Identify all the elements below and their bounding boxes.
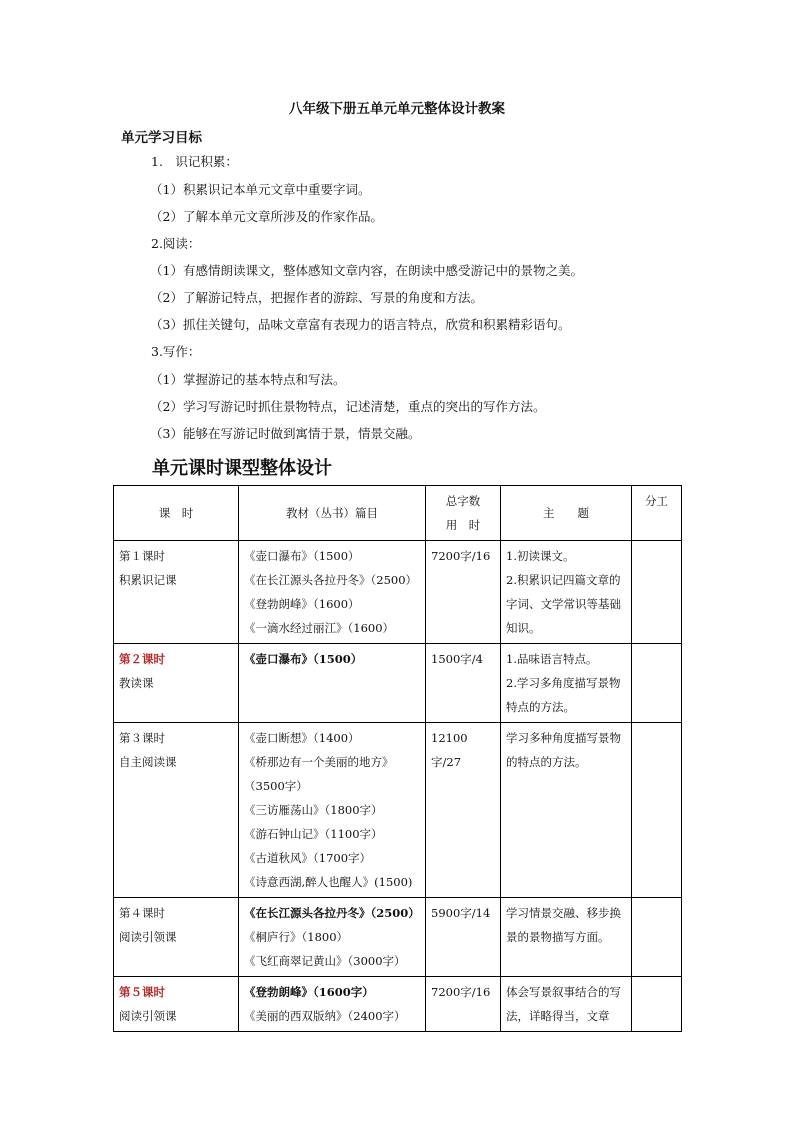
words-cell: 7200字/16	[426, 541, 501, 644]
goal-line: （1）有感情朗读课文，整体感知文章内容，在朗读中感受游记中的景物之美。	[150, 263, 583, 278]
lesson-number: 第３课时	[119, 731, 165, 745]
goal-line: 3.写作：	[151, 344, 201, 359]
text-title: 《壶口瀑布》（1500）	[244, 549, 360, 563]
goal-line: 1. 识记积累：	[151, 154, 238, 169]
lesson-cell	[114, 723, 239, 898]
header-texts: 教材（丛书）篇目	[239, 486, 426, 541]
theme-line: 1.初读课文。	[506, 549, 575, 563]
goals-heading: 单元学习目标	[121, 130, 202, 146]
table-row	[114, 541, 682, 644]
theme-cell	[501, 644, 632, 723]
division-cell	[632, 898, 682, 977]
division-cell	[632, 541, 682, 644]
document-title: 八年级下册五单元单元整体设计教案	[289, 101, 505, 117]
texts-cell	[239, 898, 426, 977]
division-cell	[632, 723, 682, 898]
lesson-type: 教读课	[119, 676, 154, 690]
lesson-number: 第５课时	[119, 985, 165, 999]
lesson-plan-table	[113, 485, 682, 1032]
words-cell: 5900字/14	[426, 898, 501, 977]
text-title: 《登勃朗峰》（1600字）	[244, 985, 374, 999]
header-words-line1: 总字数	[445, 494, 481, 508]
design-heading: 单元课时课型整体设计	[152, 458, 332, 479]
lesson-cell	[114, 898, 239, 977]
theme-line: 1.品味语言特点。	[506, 652, 598, 666]
table-row	[114, 723, 682, 898]
theme-line: 学习多种角度描写景物的特点的方法。	[506, 731, 621, 769]
table-header-row	[114, 486, 682, 541]
lesson-type: 积累识记课	[119, 573, 177, 587]
table-row	[114, 977, 682, 1032]
division-cell	[632, 977, 682, 1032]
lesson-number: 第４课时	[119, 906, 165, 920]
theme-cell	[501, 898, 632, 977]
words-cell: 7200字/16	[426, 977, 501, 1032]
goal-line: （2）了解游记特点，把握作者的游踪、写景的角度和方法。	[150, 290, 483, 305]
text-title: 《在长江源头各拉丹冬》（2500）	[244, 573, 418, 587]
division-cell	[632, 644, 682, 723]
theme-cell	[501, 977, 632, 1032]
text-title: 《三访雁荡山》（1800字）	[244, 803, 383, 817]
lesson-number: 第１课时	[119, 549, 165, 563]
text-title: 《游石钟山记》（1100字）	[244, 827, 383, 841]
text-title: 《古道秋风》（1700字）	[244, 851, 372, 865]
lesson-type: 阅读引领课	[119, 930, 177, 944]
theme-line: 2.学习多角度描写景物特点的方法。	[506, 676, 621, 714]
goal-line: （3）抓住关键句，品味文章富有表现力的语言特点，欣赏和积累精彩语句。	[150, 317, 571, 332]
texts-cell	[239, 977, 426, 1032]
lesson-type: 自主阅读课	[119, 755, 177, 769]
theme-cell	[501, 723, 632, 898]
lesson-cell	[114, 541, 239, 644]
goal-line: （1）掌握游记的基本特点和写法。	[150, 372, 346, 387]
theme-line: 2.积累识记四篇文章的字词、文学常识等基础知识。	[506, 573, 621, 635]
lesson-number: 第２课时	[119, 652, 165, 666]
texts-cell	[239, 723, 426, 898]
goal-line: （1）积累识记本单元文章中重要字词。	[150, 182, 371, 197]
goal-line: （3）能够在写游记时做到寓情于景，情景交融。	[150, 426, 421, 441]
text-title: 《桥那边有一个美丽的地方》	[244, 755, 394, 769]
header-words	[426, 486, 501, 541]
text-title: 《壶口断想》（1400）	[244, 731, 360, 745]
text-title: 《一滴水经过丽江》（1600）	[244, 621, 395, 635]
text-title: 《飞红商翠记黄山》（3000字）	[244, 954, 406, 968]
theme-line: 学习情景交融、移步换景的景物描写方面。	[506, 906, 621, 944]
table-row	[114, 898, 682, 977]
goal-line: （2）学习写游记时抓住景物特点，记述清楚，重点的突出的写作方法。	[150, 399, 546, 414]
lesson-type: 阅读引领课	[119, 1009, 177, 1023]
text-title: 《诗意西湖,醉人也醒人》(1500)	[244, 875, 413, 889]
theme-cell	[501, 541, 632, 644]
header-words-line2: 用 时	[445, 518, 481, 532]
text-title: 《在长江源头各拉丹冬》（2500）	[244, 906, 420, 920]
goal-line: 2.阅读：	[151, 236, 201, 251]
texts-cell	[239, 541, 426, 644]
theme-line: 体会写景叙事结合的写法，详略得当，文章	[506, 985, 621, 1023]
header-lesson: 课 时	[114, 486, 239, 541]
header-division: 分工	[632, 486, 682, 541]
goal-line: （2）了解本单元文章所涉及的作家作品。	[150, 209, 383, 224]
table-row	[114, 644, 682, 723]
words-cell: 1500字/4	[426, 644, 501, 723]
header-theme: 主 题	[501, 486, 632, 541]
lesson-cell	[114, 977, 239, 1032]
text-title: 《美丽的西双版纳》（2400字）	[244, 1009, 406, 1023]
text-title: 《桐庐行》（1800）	[244, 930, 349, 944]
text-title: 《登勃朗峰》（1600）	[244, 597, 360, 611]
texts-cell	[239, 644, 426, 723]
lesson-cell	[114, 644, 239, 723]
text-title: （3500字）	[244, 779, 308, 793]
text-title: 《壶口瀑布》（1500）	[244, 652, 363, 666]
words-cell: 12100字/27	[426, 723, 501, 898]
